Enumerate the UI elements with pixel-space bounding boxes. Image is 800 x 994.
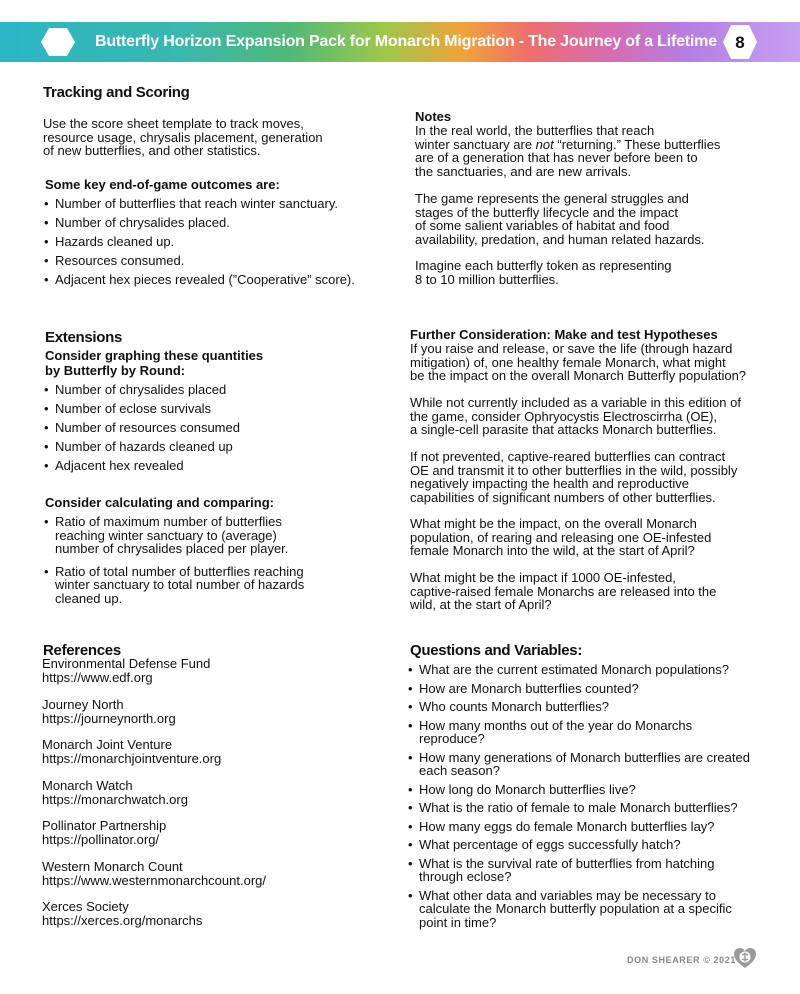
list-item-line: winter sanctuary to total number of hazards xyxy=(55,577,305,592)
list-item: • Adjacent hex pieces revealed (”Cooperative” score). xyxy=(44,273,355,287)
list-item: • Resources consumed. xyxy=(44,254,355,268)
list-item xyxy=(408,838,788,852)
reference-item xyxy=(42,738,221,765)
further-line: a single-cell parasite that attacks Monarch butterflies. xyxy=(410,422,717,437)
list-item-line: through eclose? xyxy=(419,869,512,884)
further-line: wild, at the start of April? xyxy=(410,597,552,612)
reference-name: Pollinator Partnership xyxy=(42,818,167,833)
reference-link[interactable]: https://www.westernmonarchcount.org/ xyxy=(42,872,266,888)
list-item xyxy=(408,857,788,884)
list-item: • Number of hazards cleaned up xyxy=(44,440,240,454)
further-line: mitigation) of, one healthy female Monarch, what might xyxy=(410,354,726,370)
list-item-line: calculate the Monarch butterfly population at a specific xyxy=(419,901,732,916)
notes-heading: Notes xyxy=(415,109,452,124)
notes-line xyxy=(415,138,720,152)
logo-icon xyxy=(733,946,757,970)
reference-name: Western Monarch Count xyxy=(42,859,183,874)
list-item-line: cleaned up. xyxy=(55,590,123,606)
further-line: While not currently included as a variable in this edition of xyxy=(410,395,741,410)
further-line: What might be the impact, on the overall Monarch xyxy=(410,516,697,531)
list-item xyxy=(408,889,788,930)
questions-list xyxy=(408,663,788,929)
further-line: negatively impacting the health and reproductive xyxy=(410,476,689,491)
further-paragraph-2 xyxy=(410,396,741,437)
list-item-line: reproduce? xyxy=(419,731,485,746)
list-item xyxy=(408,682,788,696)
reference-item xyxy=(42,819,166,846)
further-line: be the impact on the overall Monarch Butterfly population? xyxy=(410,368,747,383)
further-line: capabilities of significant numbers of other butterflies. xyxy=(410,489,716,505)
list-item-line: • How long do Monarch butterflies live? xyxy=(419,781,636,797)
list-item xyxy=(44,515,304,556)
notes-line: availability, predation, and human related hazards. xyxy=(415,231,705,247)
reference-name: Journey North xyxy=(42,697,124,712)
questions-heading: Questions and Variables: xyxy=(410,642,583,659)
list-item-line: • What percentage of eggs successfully hatch? xyxy=(419,837,681,852)
list-item-line: • How many eggs do female Monarch butterflies lay? xyxy=(419,818,715,834)
outcomes-heading: Some key end-of-game outcomes are: xyxy=(45,177,280,192)
further-paragraph-1 xyxy=(410,342,746,383)
list-item-line: • How many generations of Monarch butterflies are created xyxy=(419,749,750,765)
reference-item xyxy=(42,779,188,806)
tracking-intro xyxy=(43,117,323,158)
notes-text: winter sanctuary are xyxy=(415,136,536,152)
list-item xyxy=(408,700,788,714)
list-item: • Number of chrysalides placed. xyxy=(44,216,355,230)
tracking-heading: Tracking and Scoring xyxy=(43,84,190,101)
list-item xyxy=(408,783,788,797)
list-item xyxy=(408,663,788,677)
list-item xyxy=(408,751,788,778)
references-heading: References xyxy=(43,642,121,659)
further-paragraph-4 xyxy=(410,517,711,558)
graph-heading-line: Consider graphing these quantities xyxy=(45,348,264,363)
list-item: • Number of resources consumed xyxy=(44,421,240,435)
list-item xyxy=(408,820,788,834)
graph-heading xyxy=(45,349,263,378)
list-item-line: • How are Monarch butterflies counted? xyxy=(419,680,639,696)
further-line: captive-raised female Monarchs are released into the xyxy=(410,583,717,599)
list-item-line: • What is the survival rate of butterflies from hatching xyxy=(419,855,715,871)
further-line: What might be the impact if 1000 OE-infested, xyxy=(410,570,676,585)
list-item-line: • Who counts Monarch butterflies? xyxy=(419,699,610,714)
notes-paragraph-3 xyxy=(415,259,672,286)
list-item-line: point in time? xyxy=(419,914,497,930)
further-line: OE and transmit it to other butterflies in the wild, possibly xyxy=(410,462,738,478)
further-line: the game, consider Ophryocystis Electroscirrha (OE), xyxy=(410,408,718,424)
list-item-line: each season? xyxy=(419,763,500,778)
list-item: • Adjacent hex revealed xyxy=(44,459,240,473)
graph-list xyxy=(44,383,240,478)
reference-name: Monarch Joint Venture xyxy=(42,737,173,752)
list-item-line: • How many months out of the year do Monarchs xyxy=(419,717,693,733)
notes-line: 8 to 10 million butterflies. xyxy=(415,271,559,287)
reference-link[interactable]: https://journeynorth.org xyxy=(42,710,176,726)
notes-line: stages of the butterfly lifecycle and the impact xyxy=(415,204,679,220)
graph-heading-line: by Butterfly by Round: xyxy=(45,362,186,378)
reference-link[interactable]: https://xerces.org/monarchs xyxy=(42,912,203,928)
notes-line: of some salient variables of habitat and food xyxy=(415,218,670,233)
extensions-heading: Extensions xyxy=(45,329,123,346)
tracking-intro-line: Use the score sheet template to track moves, xyxy=(43,116,304,131)
notes-line: are of a generation that has never before been to xyxy=(415,150,698,165)
notes-line: Imagine each butterfly token as representing xyxy=(415,258,672,273)
further-line: population, of rearing and releasing one OE-infested xyxy=(410,529,712,545)
reference-item xyxy=(42,698,176,725)
reference-name: Xerces Society xyxy=(42,899,129,914)
header-title: Butterfly Horizon Expansion Pack for Monarch Migration - The Journey of a Lifetime xyxy=(95,33,717,50)
calc-list xyxy=(44,515,304,605)
notes-paragraph-2 xyxy=(415,192,705,246)
page-number: 8 xyxy=(735,33,745,52)
list-item xyxy=(408,719,788,746)
reference-link[interactable]: https://monarchwatch.org xyxy=(42,791,188,807)
list-item-line: • Ratio of total number of butterflies reaching xyxy=(55,563,304,579)
tracking-intro-line: resource usage, chrysalis placement, generation xyxy=(43,129,323,145)
further-line: female Monarch into the wild, at the start of April? xyxy=(410,543,695,558)
further-paragraph-3 xyxy=(410,450,737,504)
outcomes-list xyxy=(44,197,355,292)
reference-link[interactable]: https://pollinator.org/ xyxy=(42,831,160,847)
list-item-line: • What are the current estimated Monarch populations? xyxy=(419,662,730,677)
reference-name: Environmental Defense Fund xyxy=(42,656,211,671)
reference-item xyxy=(42,860,266,887)
list-item-line: • What other data and variables may be necessary to xyxy=(419,887,716,903)
notes-line: In the real world, the butterflies that reach xyxy=(415,123,655,138)
notes-paragraph-1 xyxy=(415,124,720,178)
tracking-intro-line: of new butterflies, and other statistics. xyxy=(43,143,261,158)
list-item-line: • Ratio of maximum number of butterflies xyxy=(55,514,282,529)
list-item: • Number of butterflies that reach winter sanctuary. xyxy=(44,197,355,211)
list-item: • Number of eclose survivals xyxy=(44,402,240,416)
notes-line: the sanctuaries, and are new arrivals. xyxy=(415,163,632,179)
calc-heading: Consider calculating and comparing: xyxy=(45,495,274,510)
notes-emphasis: not xyxy=(535,136,554,152)
further-paragraph-5 xyxy=(410,571,716,612)
notes-text: “returning.” These butterflies xyxy=(553,136,721,152)
list-item: • Number of chrysalides placed xyxy=(44,383,240,397)
further-line: If not prevented, captive-reared butterflies can contract xyxy=(410,449,726,464)
list-item: • Hazards cleaned up. xyxy=(44,235,355,249)
reference-item xyxy=(42,900,202,927)
reference-item xyxy=(42,657,210,684)
copyright-text: DON SHEARER © 2021 xyxy=(627,955,736,965)
further-heading: Further Consideration: Make and test Hypotheses xyxy=(410,327,718,342)
list-item-line: number of chrysalides placed per player. xyxy=(55,541,289,556)
list-item-line: reaching winter sanctuary to (average) xyxy=(55,527,277,543)
notes-line: The game represents the general struggles and xyxy=(415,191,689,206)
list-item xyxy=(44,565,304,606)
further-line: If you raise and release, or save the life (through hazard xyxy=(410,341,733,356)
reference-link[interactable]: https://www.edf.org xyxy=(42,669,153,685)
list-item-line: • What is the ratio of female to male Monarch butterflies? xyxy=(419,800,738,815)
list-item xyxy=(408,801,788,815)
hexagon-icon xyxy=(40,27,76,57)
reference-name: Monarch Watch xyxy=(42,778,133,793)
reference-link[interactable]: https://monarchjointventure.org xyxy=(42,750,222,766)
